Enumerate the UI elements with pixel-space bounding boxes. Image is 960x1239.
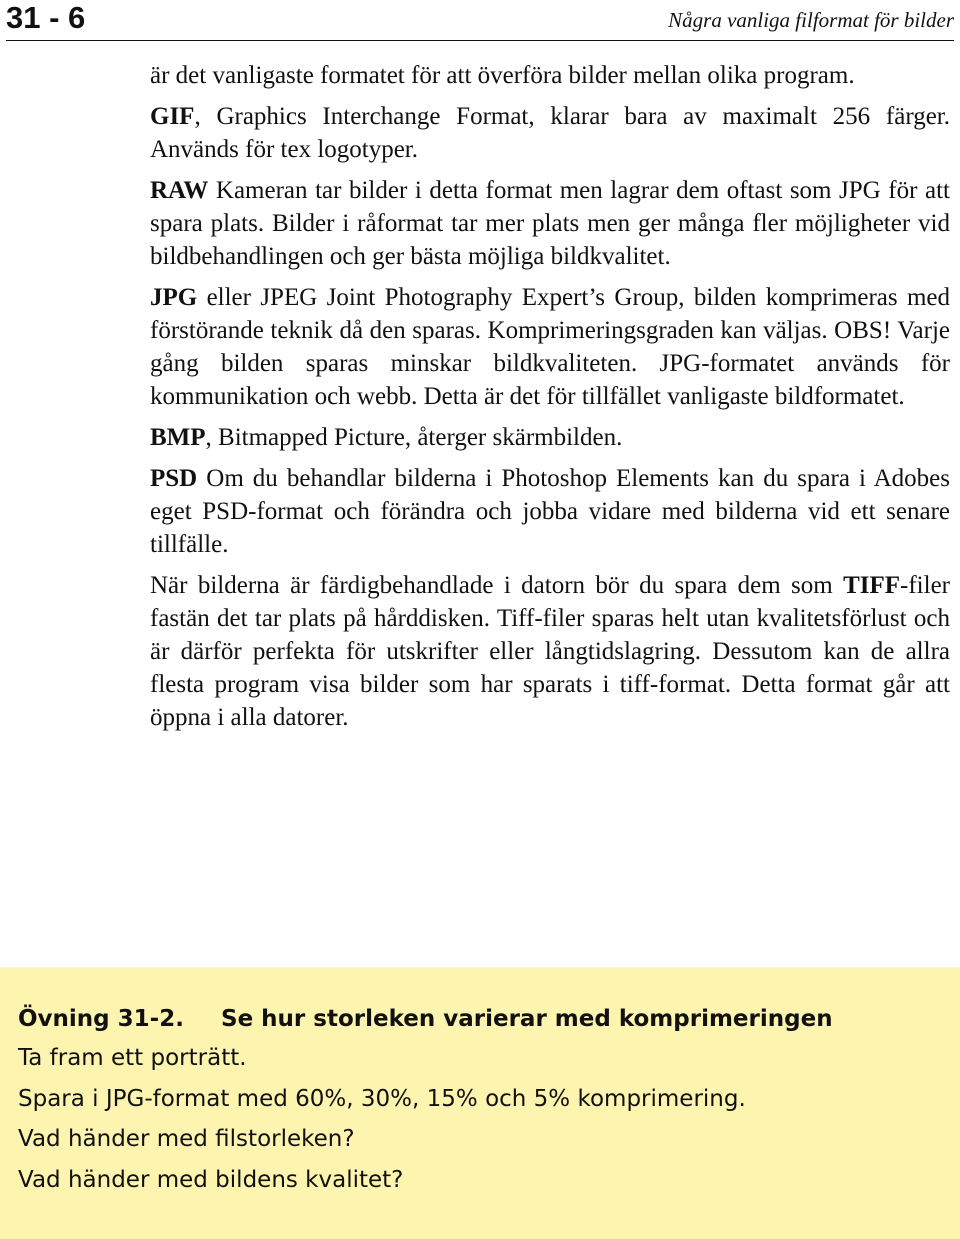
paragraph-text: Kameran tar bilder i detta format men lagrar dem oftast som JPG för att spara plats. Bilder i råformat tar mer plats men ger många fler möjligheter vid bildbehandlingen och ger bästa möjliga bildkvalitet. — [150, 177, 950, 270]
exercise-question: Vad händer med bildens kvalitet? — [18, 1166, 404, 1193]
exercise-title: Se hur storleken varierar med komprimeringen — [221, 1006, 833, 1032]
paragraph-gif — [150, 100, 950, 166]
body-text — [150, 59, 950, 742]
paragraph-intro — [150, 59, 950, 92]
paragraph-psd — [150, 462, 950, 561]
term-psd: PSD — [150, 465, 198, 492]
paragraph-text: När bilderna är färdigbehandlade i datorn bör du spara dem som — [150, 572, 844, 599]
running-title: Några vanliga filformat för bilder — [668, 8, 954, 32]
paragraph-text: Om du behandlar bilderna i Photoshop Elements kan du spara i Adobes eget PSD-format och förändra och jobba vidare med bilderna vid ett senare tillfälle. — [150, 465, 950, 558]
exercise-number: Övning 31-2. — [18, 1006, 184, 1032]
paragraph-text: , Graphics Interchange Format, klarar bara av maximalt 256 färger. Används för tex logotyper. — [150, 103, 950, 163]
paragraph-raw — [150, 174, 950, 273]
term-gif: GIF — [150, 103, 195, 130]
exercise-step: Ta fram ett porträtt. — [18, 1045, 247, 1071]
page-number: 31 - 6 — [6, 0, 86, 35]
term-raw: RAW — [150, 177, 209, 204]
paragraph-text: -filer fastän det tar plats på hårddisken. Tiff-filer sparas helt utan kvalitetsförlust och är därför perfekta för utskrifter eller långtidslagring. Dessutom kan de allra flesta program visa bilder som har sparats i tiff-format. Detta format går att öppna i alla datorer. — [150, 572, 950, 731]
paragraph-text: eller JPEG Joint Photography Expert’s Group, bilden komprimeras med förstörande teknik då den sparas. Komprimeringsgraden kan väljas. OBS! Varje gång bilden sparas minskar bildkvaliteten. JPG-formatet används för kommunikation och webb. Detta är det för tillfället vanligaste bildformatet. — [150, 284, 950, 410]
paragraph-tiff — [150, 569, 950, 734]
exercise-heading — [18, 1000, 948, 1038]
page-header — [6, 0, 954, 41]
term-jpg: JPG — [150, 284, 198, 311]
term-tiff: TIFF — [843, 572, 901, 599]
term-bmp: BMP — [150, 424, 206, 451]
exercise-content — [18, 1000, 948, 1200]
paragraph-text: är det vanligaste formatet för att överföra bilder mellan olika program. — [150, 62, 855, 89]
exercise-question: Vad händer med filstorleken? — [18, 1126, 355, 1152]
paragraph-text: , Bitmapped Picture, återger skärmbilden. — [205, 424, 623, 451]
paragraph-bmp — [150, 421, 950, 454]
paragraph-jpg — [150, 281, 950, 413]
exercise-step: Spara i JPG-format med 60%, 30%, 15% och 5% komprimering. — [18, 1085, 746, 1112]
exercise-box — [0, 967, 960, 1239]
